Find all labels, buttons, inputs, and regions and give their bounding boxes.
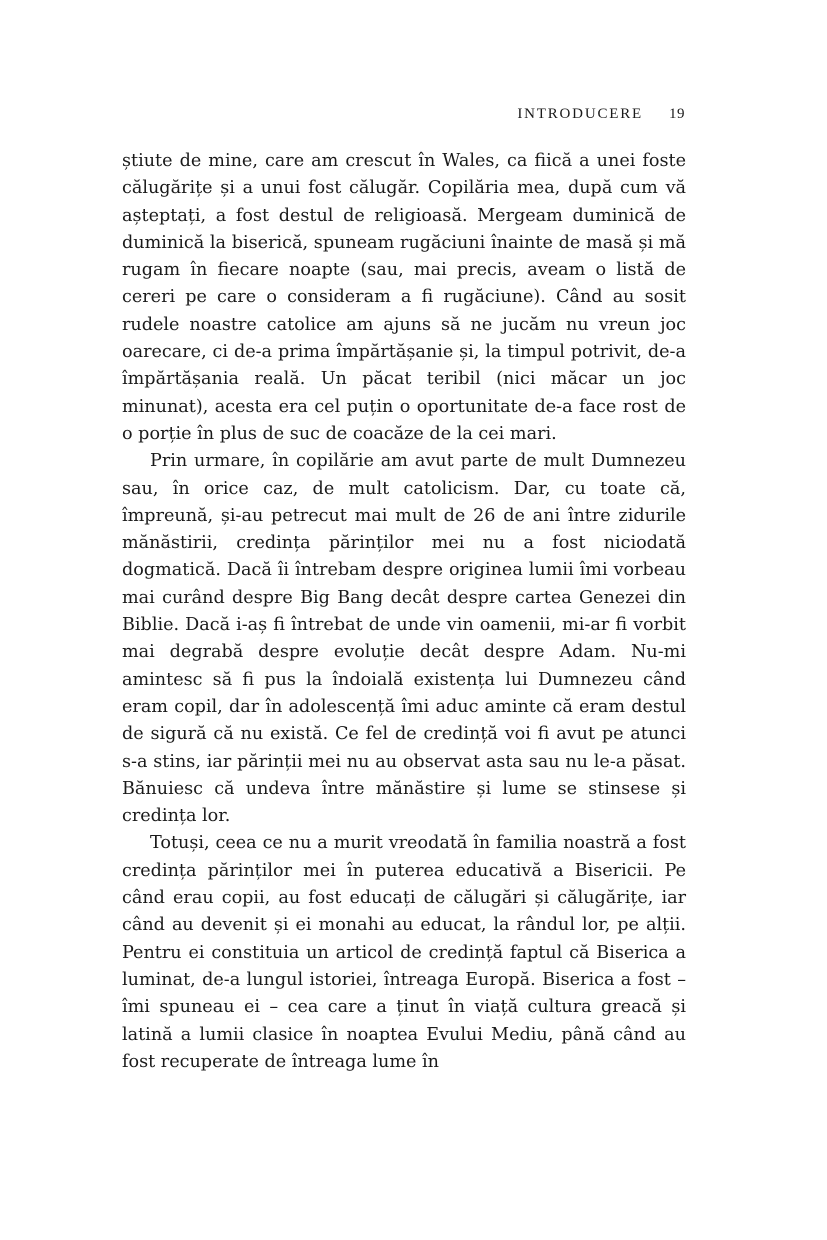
page-number: 19 (669, 106, 685, 122)
paragraph-1: știute de mine, care am crescut în Wales, ca fiică a unei foste călugărițe și a unui fost călugăr. Copilăria mea, după cum vă așteptați, a fost destul de religioasă. Mergeam duminică de duminică la biserică, spuneam rugăciuni înainte de masă și mă rugam în fiecare noapte (sau, mai precis, aveam o listă de cereri pe care o consideram a fi rugăciune). Când au sosit rudele noastre catolice am ajuns să ne jucăm nu vreun joc oarecare, ci de-a prima împărtășanie și, la timpul potrivit, de-a împărtășania reală. Un păcat teribil (nici măcar un joc minunat), acesta era cel puțin o oportunitate de-a face rost de o porție în plus de suc de coacăze de la cei mari. (122, 151, 686, 444)
paragraph-3: Totuși, ceea ce nu a murit vreodată în familia noastră a fost credința părinților mei în puterea educativă a Bisericii. Pe când erau copii, au fost educați de călugări și călugărițe, iar când au devenit și ei monahi au educat, la rândul lor, pe alții. Pentru ei constituia un articol de credință faptul că Biserica a luminat, de-a lungul istoriei, întreaga Europă. Biserica a fost – îmi spuneau ei – cea care a ținut în viață cultura greacă și latină a lumii clasice în noaptea Evului Mediu, până când au fost recuperate de întreaga lume în (122, 833, 686, 1072)
body-text (122, 148, 686, 1076)
running-head (517, 104, 685, 124)
chapter-title: INTRODUCERE (517, 106, 643, 122)
paragraph-2: Prin urmare, în copilărie am avut parte de mult Dumnezeu sau, în orice caz, de mult catolicism. Dar, cu toate că, împreună, și-au petrecut mai mult de 26 de ani între zidurile mănăstirii, credința părinților mei nu a fost niciodată dogmatică. Dacă îi întrebam despre originea lumii îmi vorbeau mai curând despre Big Bang decât despre cartea Genezei din Biblie. Dacă i-aș fi întrebat de unde vin oamenii, mi-ar fi vorbit mai degrabă despre evoluție decât despre Adam. Nu-mi amintesc să fi pus la îndoială existența lui Dumnezeu când eram copil, dar în adolescență îmi aduc aminte că eram destul de sigură că nu există. Ce fel de credință voi fi avut pe atunci s-a stins, iar părinții mei nu au observat asta sau nu le-a păsat. Bănuiesc că undeva între mănăstire și lume se stinsese și credința lor. (122, 451, 686, 827)
